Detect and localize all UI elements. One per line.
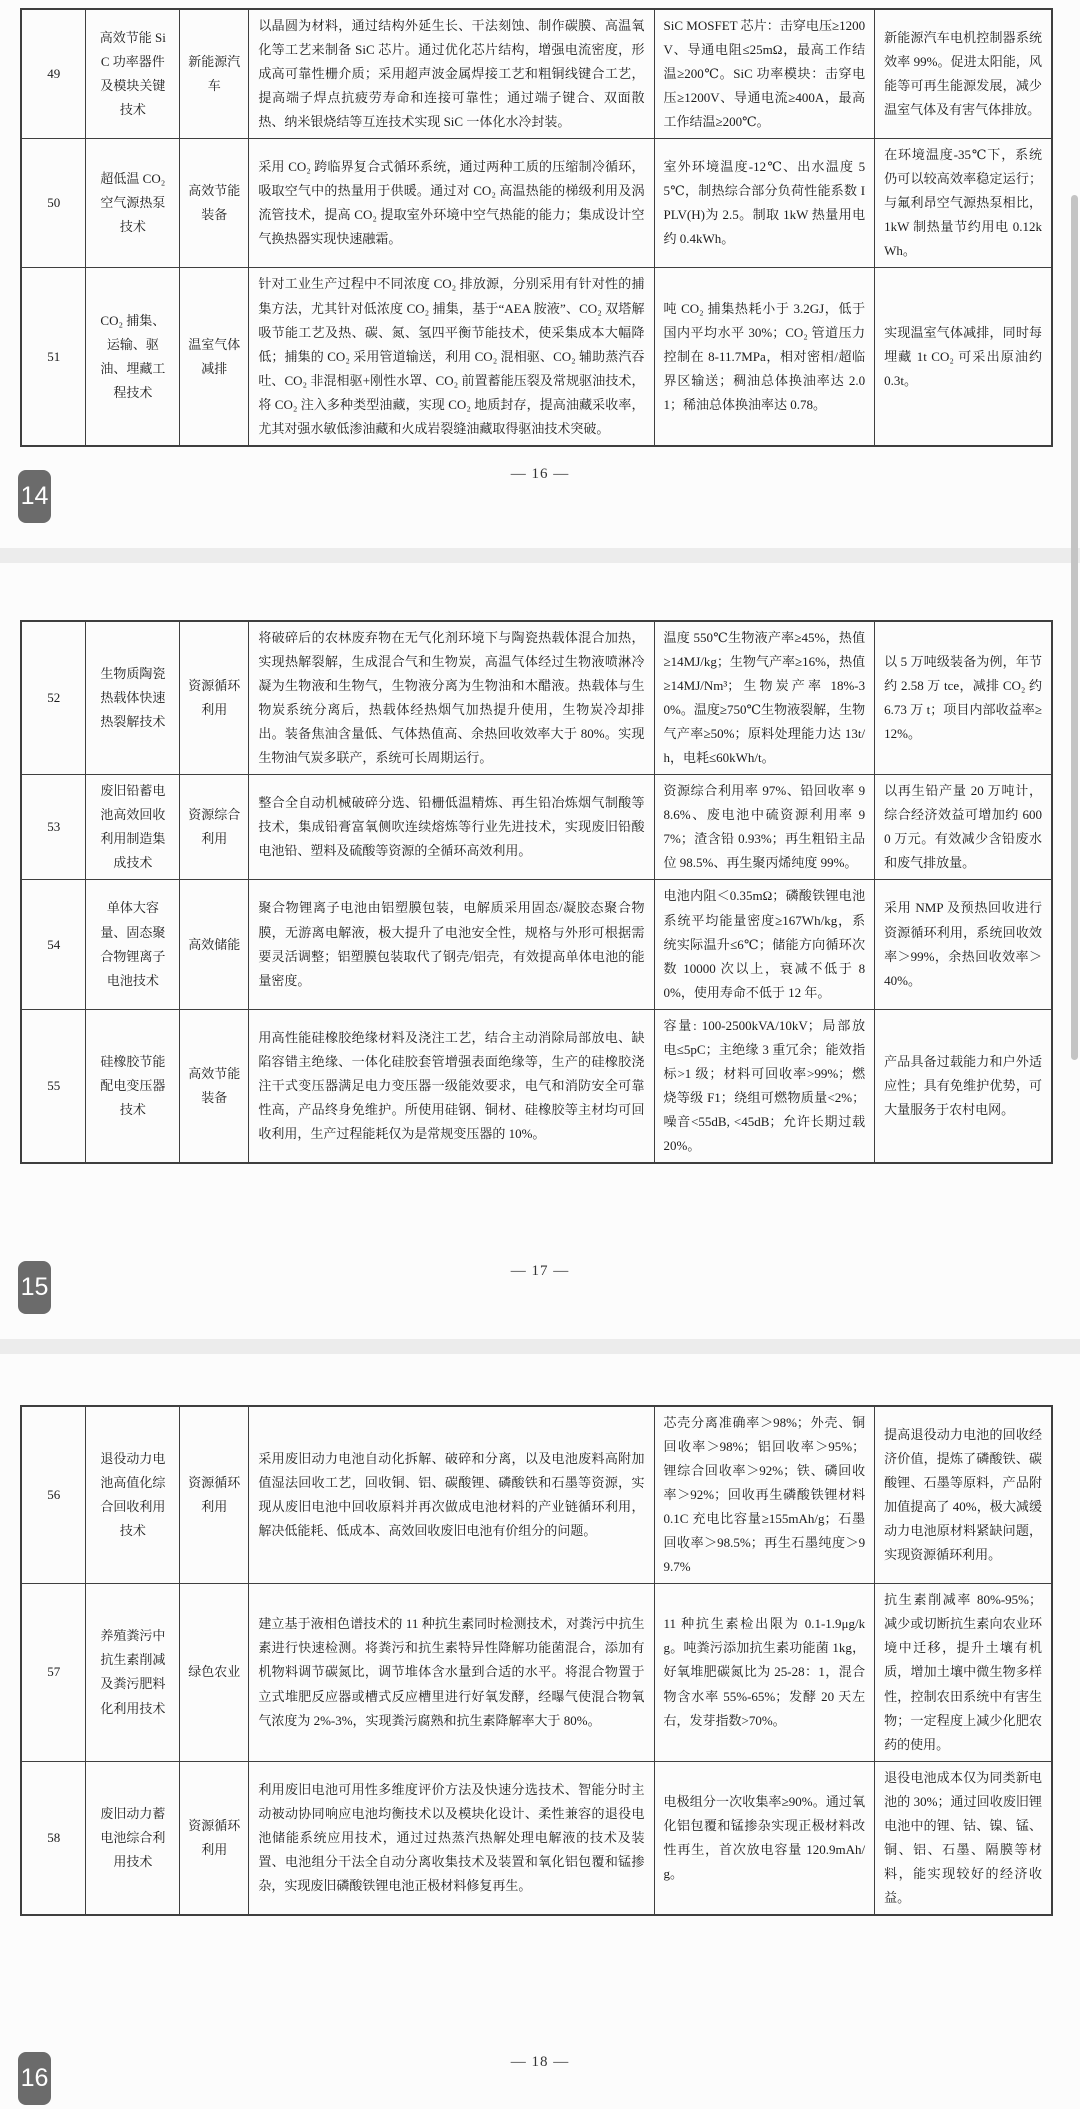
cell-results: 以再生铅产量 20 万吨计，综合经济效益可增加约 6000 万元。有效减少含铅废水和废气排放量。 bbox=[875, 775, 1052, 880]
table-row bbox=[21, 775, 1052, 880]
page-index-badge: 15 bbox=[18, 1261, 51, 1314]
page-index-badge: 14 bbox=[18, 470, 51, 523]
printed-page-number: — 18 — bbox=[510, 2054, 570, 2070]
page-index-badge: 16 bbox=[18, 2052, 51, 2105]
page-gap bbox=[0, 548, 1080, 563]
cell-description: 针对工业生产过程中不同浓度 CO₂ 排放源，分别采用有针对性的捕集方法，尤其针对低浓度 CO₂ 捕集，基于“AEA 胺液”、CO₂ 双塔解吸节能工艺及热、碳、氮、氢四平衡节能技术，使采集成本大幅降低；捕集的 CO₂ 采用管道输送，利用 CO₂ 混相驱、CO₂ 辅助蒸汽吞吐、CO₂ 非混相驱+刚性水罩、CO₂ 前置蓄能压裂及常规驱油技术，将 CO₂ 注入多种类型油藏，实现 CO₂ 地质封存，提高油藏采收率，尤其对强水敏低渗油藏和火成岩裂缝油藏取得驱油技术突破。 bbox=[249, 268, 654, 446]
cell-indicators: 温度 550℃生物液产率≥45%，热值≥14MJ/kg；生物气产率≥16%，热值≥14MJ/Nm³；生物炭产率 18%-30%。温度≥750℃生物液裂解，生物气产率≥50%；原料处理能力达 13t/h，电耗≤60kWh/t。 bbox=[654, 621, 875, 775]
cell-indicators: 吨 CO₂ 捕集热耗小于 3.2GJ，低于国内平均水平 30%；CO₂ 管道压力控制在 8-11.7MPa，相对密相/超临界区输送；稠油总体换油率达 2.01；稀油总体换油率达 0.78。 bbox=[654, 268, 875, 446]
page-gap bbox=[0, 1339, 1080, 1354]
cell-row-number: 57 bbox=[21, 1584, 86, 1761]
cell-row-number: 50 bbox=[21, 139, 86, 268]
cell-indicators: 容量: 100-2500kVA/10kV；局部放电≤5pC；主绝缘 3 重冗余；能效指标>1 级；材料可回收率>99%；燃烧等级 F1；绕组可燃物质量<2%；噪音<55dB, <45dB；允许长期过载 20%。 bbox=[654, 1009, 875, 1163]
cell-results: 产品具备过载能力和户外适应性；具有免维护优势，可大量服务于农村电网。 bbox=[875, 1009, 1052, 1163]
cell-row-number: 55 bbox=[21, 1009, 86, 1163]
table-row bbox=[21, 268, 1052, 446]
cell-row-number: 54 bbox=[21, 880, 86, 1009]
cell-description: 以晶圆为材料，通过结构外延生长、干法刻蚀、制作碳膜、高温氧化等工艺来制备 SiC 芯片。通过优化芯片结构，增强电流密度，形成高可靠性栅介质；采用超声波金属焊接工艺和粗铜线键合工艺，提高端子焊点抗疲劳寿命和连接可靠性；通过端子键合、双面散热、纳米银烧结等互连技术实现 SiC 一体化水冷封装。 bbox=[249, 9, 654, 139]
cell-row-number: 56 bbox=[21, 1406, 86, 1584]
cell-indicators: 资源综合利用率 97%、铅回收率 98.6%、废电池中硫资源利用率 97%；渣含铅 0.93%；再生粗铅主品位 98.5%、再生聚丙烯纯度 99%。 bbox=[654, 775, 875, 880]
cell-row-number: 49 bbox=[21, 9, 86, 139]
cell-category: 绿色农业 bbox=[180, 1584, 249, 1761]
table-row bbox=[21, 1009, 1052, 1163]
cell-results: 新能源汽车电机控制器系统效率 99%。促进太阳能，风能等可再生能源发展，减少温室气体及有害气体排放。 bbox=[875, 9, 1052, 139]
cell-tech-name: 单体大容量、固态聚合物锂离子电池技术 bbox=[86, 880, 180, 1009]
cell-tech-name: 养殖粪污中抗生素削减及粪污肥料化利用技术 bbox=[86, 1584, 180, 1761]
cell-tech-name: 硅橡胶节能配电变压器技术 bbox=[86, 1009, 180, 1163]
scrollbar-thumb[interactable] bbox=[1071, 195, 1078, 1060]
cell-tech-name: CO₂ 捕集、运输、驱油、埋藏工程技术 bbox=[86, 268, 180, 446]
table-row bbox=[21, 1584, 1052, 1761]
pdf-page-16 bbox=[0, 0, 1080, 548]
cell-category: 高效节能装备 bbox=[180, 139, 249, 268]
cell-results: 在环境温度-35℃下，系统仍可以较高效率稳定运行；与氟利昂空气源热泵相比，1kW 制热量节约用电 0.12kWh。 bbox=[875, 139, 1052, 268]
cell-description: 聚合物锂离子电池由铝塑膜包装，电解质采用固态/凝胶态聚合物膜，无游离电解液，极大提升了电池安全性，规格与外形可根据需要灵活调整；铝塑膜包装取代了钢壳/铝壳，有效提高单体电池的能量密度。 bbox=[249, 880, 654, 1009]
cell-category: 资源循环利用 bbox=[180, 1406, 249, 1584]
cell-description: 建立基于液相色谱技术的 11 种抗生素同时检测技术，对粪污中抗生素进行快速检测。将粪污和抗生素特异性降解功能菌混合，添加有机物料调节碳氮比，调节堆体含水量到合适的水平。将混合物置于立式堆肥反应器或槽式反应槽里进行好氧发酵，经曝气使混合物氧气浓度为 2%-3%，实现粪污腐熟和抗生素降解率大于 80%。 bbox=[249, 1584, 654, 1761]
cell-tech-name: 废旧动力蓄电池综合利用技术 bbox=[86, 1761, 180, 1915]
cell-row-number: 58 bbox=[21, 1761, 86, 1915]
table-row bbox=[21, 9, 1052, 139]
cell-category: 高效储能 bbox=[180, 880, 249, 1009]
printed-page-number: — 16 — bbox=[510, 466, 570, 482]
cell-tech-name: 超低温 CO₂ 空气源热泵技术 bbox=[86, 139, 180, 268]
cell-description: 采用废旧动力电池自动化拆解、破碎和分离，以及电池废料高附加值湿法回收工艺，回收铜、铝、碳酸锂、磷酸铁和石墨等资源，实现从废旧电池中回收原料并再次做成电池材料的产业链循环利用，解决低能耗、低成本、高效回收废旧电池有价组分的问题。 bbox=[249, 1406, 654, 1584]
cell-indicators: 芯壳分离准确率＞98%；外壳、铜回收率＞98%；铝回收率＞95%；锂综合回收率＞92%；铁、磷回收率＞92%；回收再生磷酸铁锂材料 0.1C 充电比容量≥155mAh/g；石墨回收率＞98.5%；再生石墨纯度＞99.7% bbox=[654, 1406, 875, 1584]
cell-category: 资源循环利用 bbox=[180, 1761, 249, 1915]
cell-results: 以 5 万吨级装备为例，年节约 2.58 万 tce，减排 CO₂ 约 6.73 万 t；项目内部收益率≥12%。 bbox=[875, 621, 1052, 775]
cell-results: 实现温室气体减排，同时每埋藏 1t CO₂ 可采出原油约 0.3t。 bbox=[875, 268, 1052, 446]
cell-results: 提高退役动力电池的回收经济价值，提炼了磷酸铁、碳酸锂、石墨等原料，产品附加值提高了 40%，极大减缓动力电池原材料紧缺问题，实现资源循环利用。 bbox=[875, 1406, 1052, 1584]
cell-indicators: 电池内阻＜0.35mΩ；磷酸铁锂电池系统平均能量密度≥167Wh/kg，系统实际温升≤6℃；储能方向循环次数 10000 次以上，衰减不低于 80%，使用寿命不低于 12 年。 bbox=[654, 880, 875, 1009]
technology-table-page-17 bbox=[20, 620, 1053, 1164]
pdf-page-17 bbox=[0, 563, 1080, 1339]
cell-tech-name: 高效节能 SiC 功率器件及模块关键技术 bbox=[86, 9, 180, 139]
table-row bbox=[21, 1406, 1052, 1584]
technology-table-page-18 bbox=[20, 1405, 1053, 1916]
printed-page-number: — 17 — bbox=[510, 1263, 570, 1279]
cell-category: 温室气体减排 bbox=[180, 268, 249, 446]
cell-row-number: 53 bbox=[21, 775, 86, 880]
table-row bbox=[21, 1761, 1052, 1915]
cell-description: 将破碎后的农林废弃物在无气化剂环境下与陶瓷热载体混合加热，实现热解裂解，生成混合气和生物炭，高温气体经过生物液喷淋冷凝为生物液和生物气，生物液分离为生物油和木醋液。热载体与生物炭系统分离后，热载体经热烟气加热提升使用，生物炭冷却排出。装备焦油含量低、气体热值高、余热回收效率大于 80%。实现生物油气炭多联产，系统可长周期运行。 bbox=[249, 621, 654, 775]
cell-description: 采用 CO₂ 跨临界复合式循环系统，通过两种工质的压缩制冷循环，吸取空气中的热量用于供暖。通过对 CO₂ 高温热能的梯级利用及涡流管技术，提高 CO₂ 提取室外环境中空气热能的能力；集成设计空气换热器实现快速融霜。 bbox=[249, 139, 654, 268]
table-row bbox=[21, 139, 1052, 268]
cell-row-number: 52 bbox=[21, 621, 86, 775]
cell-description: 整合全自动机械破碎分选、铅栅低温精炼、再生铅冶炼烟气制酸等技术，集成铅膏富氧侧吹连续熔炼等行业先进技术，实现废旧铅酸电池铅、塑料及硫酸等资源的全循环高效利用。 bbox=[249, 775, 654, 880]
cell-row-number: 51 bbox=[21, 268, 86, 446]
cell-category: 资源综合利用 bbox=[180, 775, 249, 880]
cell-results: 抗生素削减率 80%-95%；减少或切断抗生素向农业环境中迁移，提升土壤有机质，增加土壤中微生物多样性，控制农田系统中有害生物；一定程度上减少化肥农药的使用。 bbox=[875, 1584, 1052, 1761]
cell-results: 采用 NMP 及预热回收进行资源循环利用，系统回收效率＞99%，余热回收效率＞40%。 bbox=[875, 880, 1052, 1009]
cell-category: 高效节能装备 bbox=[180, 1009, 249, 1163]
cell-indicators: 11 种抗生素检出限为 0.1-1.9μg/kg。吨粪污添加抗生素功能菌 1kg，好氧堆肥碳氮比为 25-28：1，混合物含水率 55%-65%；发酵 20 天左右，发芽指数>70%。 bbox=[654, 1584, 875, 1761]
cell-description: 利用废旧电池可用性多维度评价方法及快速分选技术、智能分时主动被动协同响应电池均衡技术以及模块化设计、柔性兼容的退役电池储能系统应用技术，通过过热蒸汽热解处理电解液的技术及装置、电池组分干法全自动分离收集技术及装置和氧化铝包覆和锰掺杂，实现废旧磷酸铁锂电池正极材料修复再生。 bbox=[249, 1761, 654, 1915]
cell-category: 资源循环利用 bbox=[180, 621, 249, 775]
cell-indicators: 电极组分一次收集率≥90%。通过氧化铝包覆和锰掺杂实现正极材料改性再生，首次放电容量 120.9mAh/g。 bbox=[654, 1761, 875, 1915]
cell-indicators: 室外环境温度-12℃、出水温度 55℃，制热综合部分负荷性能系数 IPLV(H)为 2.5。制取 1kW 热量用电约 0.4kWh。 bbox=[654, 139, 875, 268]
cell-category: 新能源汽车 bbox=[180, 9, 249, 139]
pdf-page-18 bbox=[0, 1354, 1080, 2109]
table-row bbox=[21, 880, 1052, 1009]
cell-tech-name: 生物质陶瓷热载体快速热裂解技术 bbox=[86, 621, 180, 775]
cell-tech-name: 废旧铅蓄电池高效回收利用制造集成技术 bbox=[86, 775, 180, 880]
table-row bbox=[21, 621, 1052, 775]
cell-tech-name: 退役动力电池高值化综合回收利用技术 bbox=[86, 1406, 180, 1584]
cell-results: 退役电池成本仅为同类新电池的 30%；通过回收废旧锂电池中的锂、钴、镍、锰、铜、铝、石墨、隔膜等材料，能实现较好的经济收益。 bbox=[875, 1761, 1052, 1915]
cell-description: 用高性能硅橡胶绝缘材料及浇注工艺，结合主动消除局部放电、缺陷容错主绝缘、一体化硅胶套管增强表面绝缘等，生产的硅橡胶浇注干式变压器满足电力变压器一级能效要求，电气和消防安全可靠性高，产品终身免维护。所使用硅钢、铜材、硅橡胶等主材均可回收利用，生产过程能耗仅为是常规变压器的 10%。 bbox=[249, 1009, 654, 1163]
cell-indicators: SiC MOSFET 芯片：击穿电压≥1200V、导通电阻≤25mΩ，最高工作结温≥200℃。SiC 功率模块：击穿电压≥1200V、导通电流≥400A，最高工作结温≥200℃。 bbox=[654, 9, 875, 139]
technology-table-page-16 bbox=[20, 8, 1053, 447]
